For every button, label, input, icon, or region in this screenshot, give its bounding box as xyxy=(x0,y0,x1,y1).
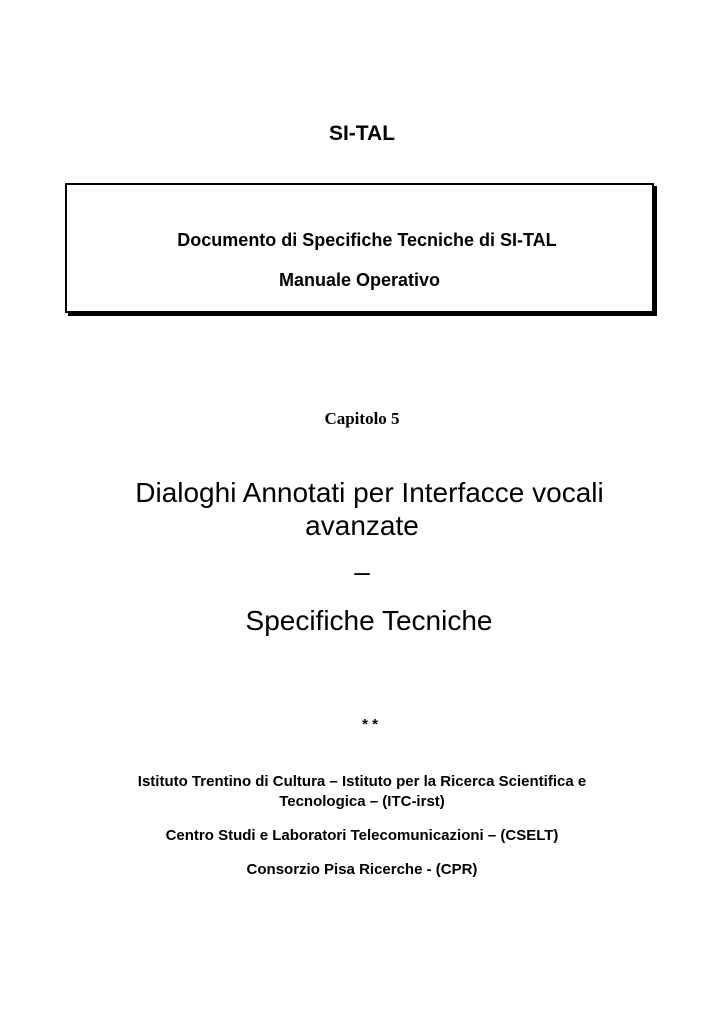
manual-type: Manuale Operativo xyxy=(278,270,441,290)
chapter-label: Capitolo 5 xyxy=(324,409,400,428)
institution-line-2: Tecnologica – (ITC-irst) xyxy=(279,793,445,810)
document-subtitle: Documento di Specifiche Tecniche di SI-TAL xyxy=(177,230,557,250)
main-title-line-1: Dialoghi Annotati per Interfacce vocali xyxy=(135,477,604,508)
institution-line-3: Centro Studi e Laboratori Telecomunicazioni – (CSELT) xyxy=(165,827,559,844)
document-title: SI-TAL xyxy=(328,122,396,145)
main-title-line-3: Specifiche Tecniche xyxy=(245,605,493,636)
main-title-line-2: avanzate xyxy=(305,510,419,541)
asterisk-divider: * * xyxy=(362,716,378,733)
main-title-separator: – xyxy=(354,556,370,587)
title-box xyxy=(65,183,654,313)
institution-line-4: Consorzio Pisa Ricerche - (CPR) xyxy=(246,861,478,878)
institution-line-1: Istituto Trentino di Cultura – Istituto per la Ricerca Scientifica e xyxy=(137,773,587,790)
